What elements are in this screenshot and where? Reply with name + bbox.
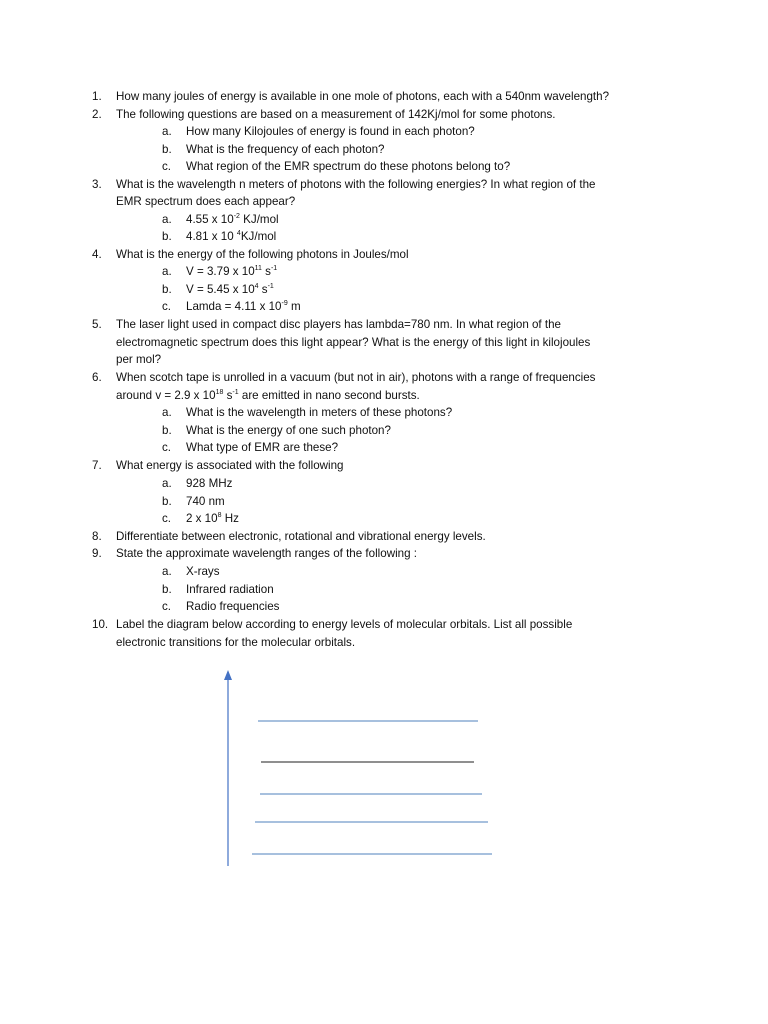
subquestion-text: What is the energy of one such photon? <box>186 423 391 437</box>
subquestion-letter: c. <box>162 600 172 613</box>
subquestion-letter: c. <box>162 160 172 173</box>
subquestion-letter: a. <box>162 265 172 278</box>
subquestion-letter: a. <box>162 565 172 578</box>
question-number: 4. <box>92 247 102 261</box>
question-number: 9. <box>92 547 102 560</box>
subquestion-text: What type of EMR are these? <box>186 441 339 454</box>
subquestion-text: What region of the EMR spectrum do these photons belong to? <box>186 160 511 173</box>
question-text: What is the energy of the following photons in Joules/mol <box>116 247 409 261</box>
question-number: 6. <box>92 371 102 384</box>
subquestion-text: 4.55 x $10^{-2}$ KJ/mol <box>186 212 279 226</box>
question-number: 3. <box>92 177 102 191</box>
question-number: 5. <box>92 318 102 331</box>
subquestion-text: X-rays <box>186 565 220 578</box>
question-text-line-2: electronic transitions for the molecular orbitals. <box>116 636 356 649</box>
question-text: How many joules of energy is available in one mole of photons, each with a 540nm wavelength? <box>116 90 610 103</box>
question-number: 7. <box>92 459 102 472</box>
question-text: State the approximate wavelength ranges of the following : <box>116 547 417 560</box>
subquestion-letter: b. <box>162 582 172 596</box>
question-text-line-1: When scotch tape is unrolled in a vacuum (but not in air), photons with a range of frequencies <box>116 371 596 384</box>
subquestion-text: Lamda = 4.11 x $10^{-9}$ m <box>186 300 301 313</box>
subquestion-text: 928 MHz <box>186 477 233 490</box>
subquestion-letter: b. <box>162 423 172 437</box>
subquestion-letter: a. <box>162 212 172 226</box>
subquestion-text: 4.81 x 10 $^4$KJ/mol <box>186 230 277 243</box>
subquestion-letter: b. <box>162 230 172 243</box>
subquestion-text: 2 x $10^8$ Hz <box>186 512 239 525</box>
subquestion-text: V = 5.45 x $10^4$ $s^{-1}$ <box>186 282 274 296</box>
subquestion-letter: c. <box>162 512 172 525</box>
subquestion-text: V = 3.79 x $10^{11}$ $s^{-1}$ <box>186 265 278 278</box>
subquestion-text: What is the wavelength in meters of these photons? <box>186 406 453 419</box>
subquestion-text: What is the frequency of each photon? <box>186 142 385 156</box>
question-text-line-2: electromagnetic spectrum does this light appear? What is the energy of this light in kilojoules <box>116 335 591 349</box>
question-number: 8. <box>92 529 102 543</box>
subquestion-letter: b. <box>162 494 172 508</box>
subquestion-letter: c. <box>162 441 172 454</box>
subquestion-letter: c. <box>162 300 172 313</box>
subquestion-letter: a. <box>162 406 172 419</box>
subquestion-text: Radio frequencies <box>186 600 280 613</box>
question-text-line-1: What is the wavelength n meters of photons with the following energies? In what region of the <box>116 177 596 191</box>
question-number: 2. <box>92 107 102 121</box>
question-text-line-1: The laser light used in compact disc players has lambda=780 nm. In what region of the <box>116 318 561 331</box>
question-text-line-2: around v = 2.9 x $10^{18}$ $s^{-1}$ are emitted in nano second bursts. <box>116 388 420 402</box>
subquestion-letter: b. <box>162 282 172 296</box>
subquestion-text: How many Kilojoules of energy is found in each photon? <box>186 125 475 138</box>
question-text: Differentiate between electronic, rotational and vibrational energy levels. <box>116 529 486 543</box>
question-number: 1. <box>92 90 102 103</box>
question-text-line-2: EMR spectrum does each appear? <box>116 195 296 208</box>
subquestion-letter: b. <box>162 142 172 156</box>
question-text-line-3: per mol? <box>116 353 162 366</box>
subquestion-letter: a. <box>162 125 172 138</box>
subquestion-text: 740 nm <box>186 494 225 508</box>
energy-axis-arrowhead <box>224 670 232 680</box>
subquestion-text: Infrared radiation <box>186 582 274 596</box>
question-text: What energy is associated with the following <box>116 459 344 472</box>
subquestion-letter: a. <box>162 477 172 490</box>
question-text-line-1: Label the diagram below according to energy levels of molecular orbitals. List all possible <box>116 618 573 631</box>
question-number: 10. <box>92 618 109 631</box>
question-text: The following questions are based on a measurement of 142Kj/mol for some photons. <box>116 107 556 121</box>
